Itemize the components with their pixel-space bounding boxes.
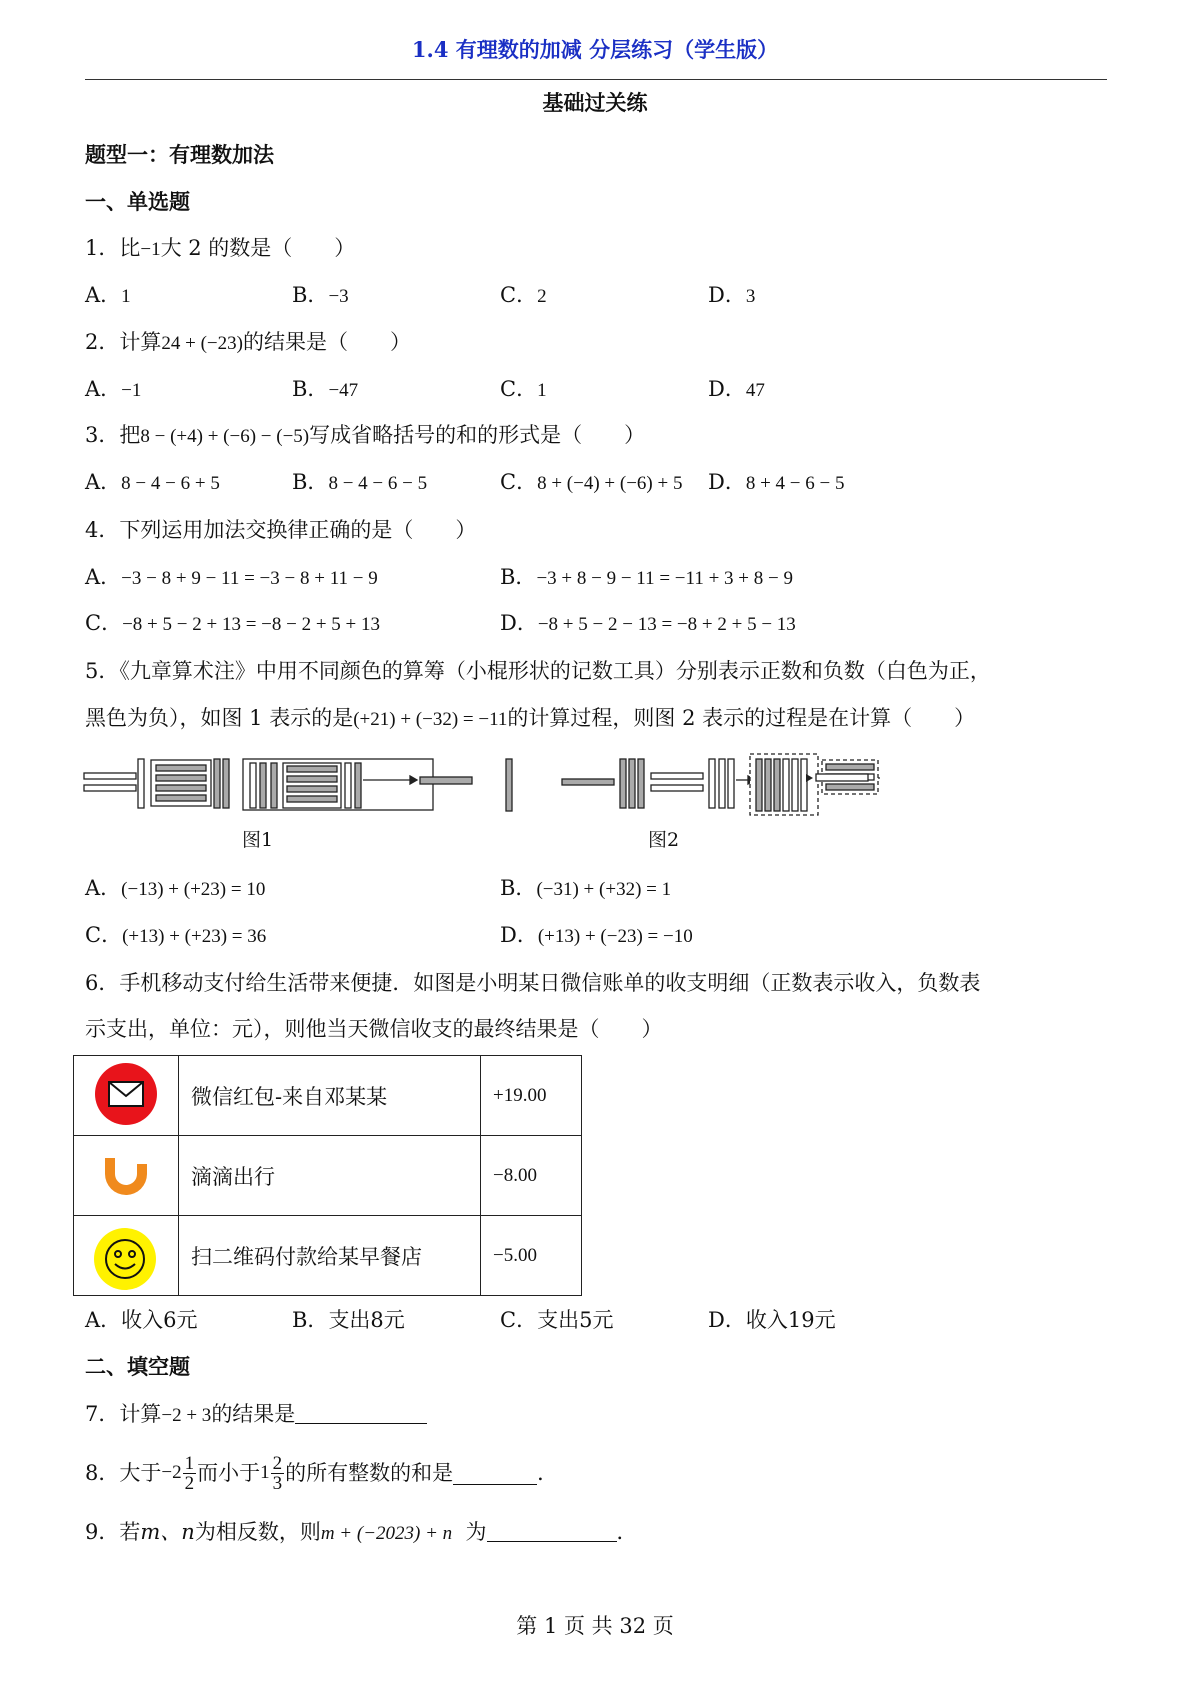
q3-option-c[interactable]: C．8 + (−4) + (−6) + 5 xyxy=(500,470,683,494)
figure-1-rods xyxy=(84,759,512,811)
q2-option-b[interactable]: B．−47 xyxy=(292,377,359,401)
q2-option-c[interactable]: C．1 xyxy=(500,377,547,401)
q1-tail: 大 2 的数是（ ） xyxy=(160,236,356,260)
part-heading-single-choice: 一、单选题 xyxy=(85,189,190,214)
q7-answer-blank[interactable] xyxy=(295,1401,427,1424)
q1-math: −1 xyxy=(140,239,161,260)
question-1 xyxy=(85,234,355,264)
part-heading-fill-blank: 二、填空题 xyxy=(85,1354,190,1379)
q3-stem: 3．把 xyxy=(85,423,141,447)
q1-option-d[interactable]: D．3 xyxy=(708,283,756,307)
q3-tail: 写成省略括号的和的形式是（ ） xyxy=(309,423,646,447)
q3-option-a[interactable]: A．8 − 4 − 6 + 5 xyxy=(85,470,220,494)
title-divider xyxy=(85,79,1107,80)
q3-option-b[interactable]: B．8 − 4 − 6 − 5 xyxy=(292,470,428,494)
table-row xyxy=(74,1056,582,1136)
question-9: 9．若m、n为相反数，则m + (−2023) + n 为 ． xyxy=(85,1520,638,1544)
q9-math: m + (−2023) + n xyxy=(320,1523,453,1544)
question-7: 7．计算−2 + 3的结果是 xyxy=(85,1400,427,1430)
figure-2-caption: 图2 xyxy=(648,829,680,851)
question-6-line1: 6．手机移动支付给生活带来便捷．如图是小明某日微信账单的收支明细（正数表示收入，负数表 xyxy=(85,971,981,995)
q4-option-b[interactable]: B．−3 + 8 − 9 − 11 = −11 + 3 + 8 − 9 xyxy=(500,565,793,589)
question-3 xyxy=(85,421,645,451)
bill-amount: +19.00 xyxy=(481,1056,582,1136)
q7-math: −2 + 3 xyxy=(161,1405,212,1426)
q1-stem: 1．比 xyxy=(85,236,141,260)
envelope-icon xyxy=(93,1061,159,1127)
q6-option-d[interactable]: D．收入19元 xyxy=(708,1308,836,1332)
q2-tail: 的结果是（ ） xyxy=(242,330,411,354)
q4-option-c[interactable]: C．−8 + 5 − 2 + 13 = −8 − 2 + 5 + 13 xyxy=(85,611,381,635)
q5-option-d[interactable]: D．(+13) + (−23) = −10 xyxy=(500,923,693,947)
q6-option-b[interactable]: B．支出8元 xyxy=(292,1308,405,1332)
bill-icon-cell xyxy=(74,1056,179,1136)
q2-option-d[interactable]: D．47 xyxy=(708,377,765,401)
fraction-upper-bound: $\frac{2}{3}$ xyxy=(272,1452,283,1494)
bill-icon-cell xyxy=(74,1216,179,1296)
question-6-line2: 示支出，单位：元），则他当天微信收支的最终结果是（ ） xyxy=(85,1017,663,1041)
q2-math: 24 + (−23) xyxy=(161,333,243,354)
section-heading: 基础过关练 xyxy=(542,90,648,115)
q4-option-a[interactable]: A．−3 − 8 + 9 − 11 = −3 − 8 + 11 − 9 xyxy=(85,565,378,589)
q8-answer-blank[interactable] xyxy=(453,1462,537,1485)
bill-description: 滴滴出行 xyxy=(179,1136,481,1216)
q1-option-b[interactable]: B．−3 xyxy=(292,283,349,307)
q5-option-b[interactable]: B．(−31) + (+32) = 1 xyxy=(500,876,672,900)
figure-1-caption: 图1 xyxy=(242,829,274,851)
fraction-lower-bound: $\frac{1}{2}$ xyxy=(184,1452,195,1494)
q9-variables: m、n xyxy=(140,1520,195,1544)
q6-option-a[interactable]: A．收入6元 xyxy=(85,1308,198,1332)
q5-math: (+21) + (−32) = −11 xyxy=(353,709,508,730)
document-title: 1.4 有理数的加减 分层练习（学生版） xyxy=(411,37,779,62)
question-2 xyxy=(85,328,411,358)
bill-description: 微信红包-来自邓某某 xyxy=(179,1056,481,1136)
question-8: 8．大于 −2 $\frac{1}{2}$ 而小于 1 $\frac{2}{3}$ 的所有整数的和是 ． xyxy=(85,1452,559,1494)
q5-option-c[interactable]: C．(+13) + (+23) = 36 xyxy=(85,923,267,947)
q9-answer-blank[interactable] xyxy=(487,1519,617,1542)
q6-option-c[interactable]: C．支出5元 xyxy=(500,1308,614,1332)
page-footer: 第 1 页 共 32 页 xyxy=(516,1614,674,1638)
figure-2-result xyxy=(806,771,872,787)
q3-math: 8 − (+4) + (−6) − (−5) xyxy=(140,426,310,447)
question-5-line1: 5．《九章算术注》中用不同颜色的算筹（小棍形状的记数工具）分别表示正数和负数（白色为正， xyxy=(85,659,991,683)
table-row xyxy=(74,1136,582,1216)
question-4: 4．下列运用加法交换律正确的是（ ） xyxy=(85,518,477,542)
q5-option-a[interactable]: A．(−13) + (+23) = 10 xyxy=(85,876,266,900)
q1-option-c[interactable]: C．2 xyxy=(500,283,547,307)
bill-amount: −5.00 xyxy=(481,1216,582,1296)
question-type-heading: 题型一：有理数加法 xyxy=(85,142,274,167)
bill-amount: −8.00 xyxy=(481,1136,582,1216)
wechat-bill-table xyxy=(73,1055,582,1296)
q3-option-d[interactable]: D．8 + 4 − 6 − 5 xyxy=(708,470,845,494)
q4-option-d[interactable]: D．−8 + 5 − 2 − 13 = −8 + 2 + 5 − 13 xyxy=(500,611,796,635)
q2-stem: 2．计算 xyxy=(85,330,162,354)
counting-rods-figures xyxy=(80,750,880,842)
question-5-line2: 黑色为负），如图 1 表示的是(+21) + (−32) = −11的计算过程，则图 2 表示的过程是在计算（ ） xyxy=(85,706,976,730)
q1-option-a[interactable]: A．1 xyxy=(85,283,131,307)
smiley-icon xyxy=(91,1225,161,1291)
table-row xyxy=(74,1216,582,1296)
bill-icon-cell xyxy=(74,1136,179,1216)
q2-option-a[interactable]: A．−1 xyxy=(85,377,142,401)
didi-icon xyxy=(93,1144,159,1204)
bill-description: 扫二维码付款给某早餐店 xyxy=(179,1216,481,1296)
